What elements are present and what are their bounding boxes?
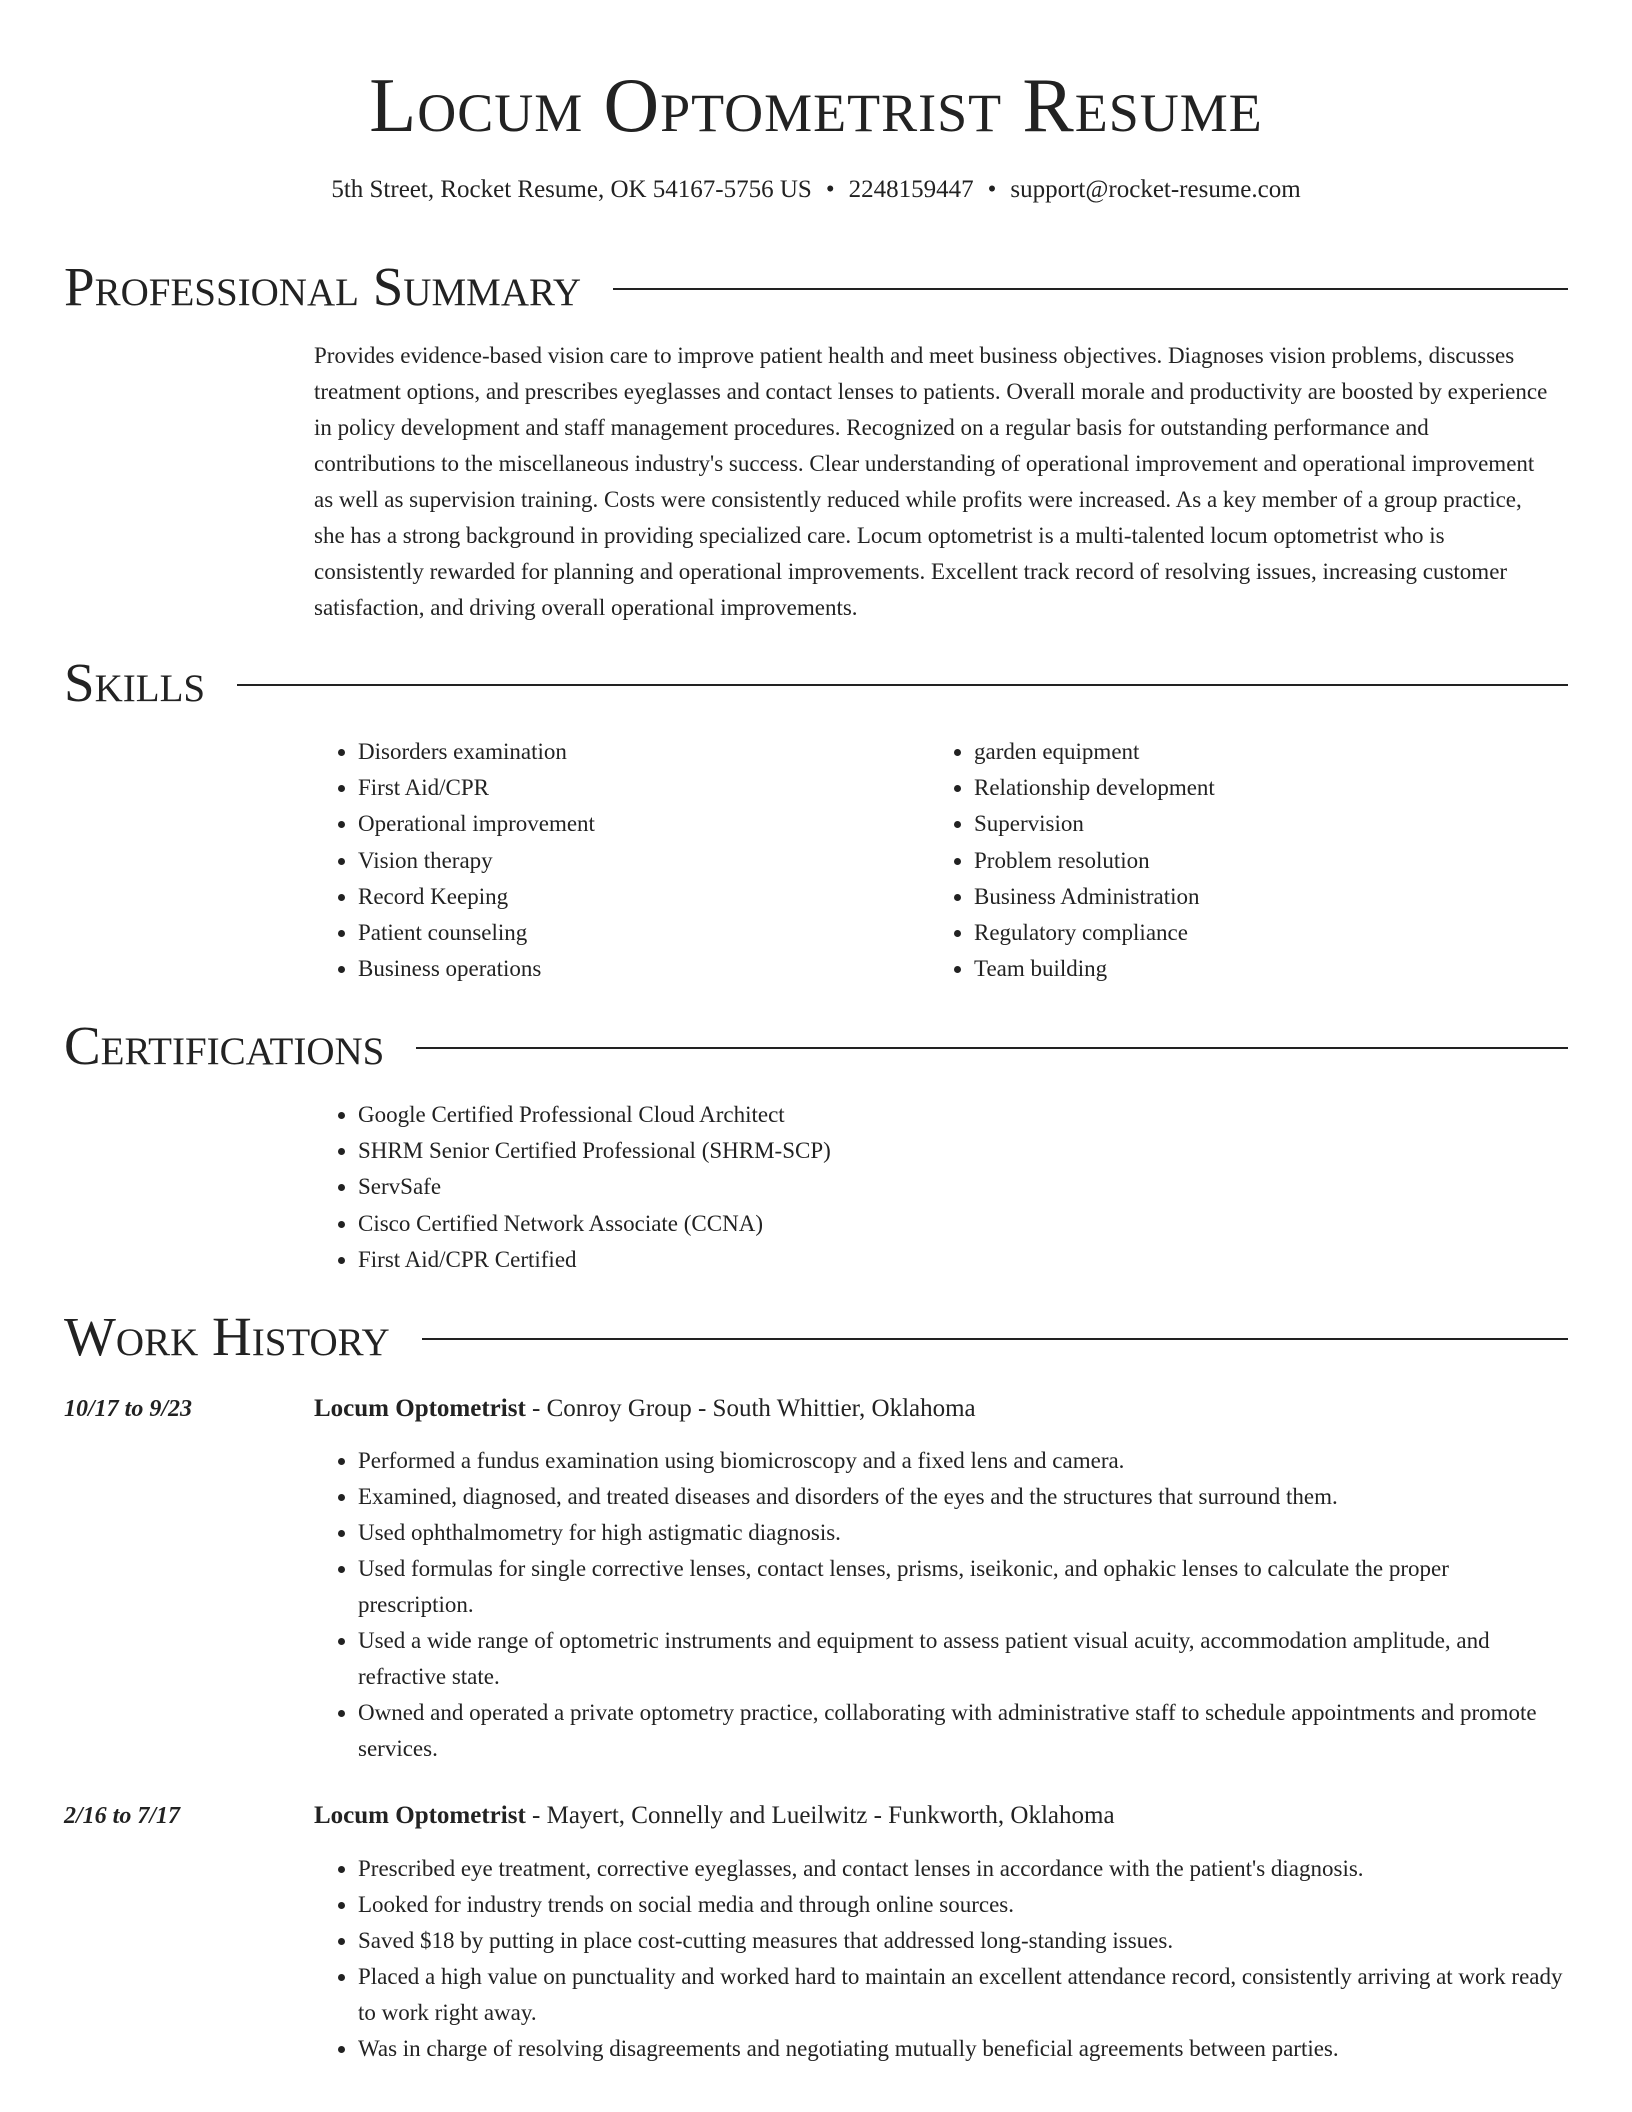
contact-phone: 2248159447 (848, 176, 974, 203)
job-bullets (314, 1851, 1568, 2067)
contact-email: support@rocket-resume.com (1010, 176, 1301, 203)
certification-item: • ServSafe (358, 1169, 831, 1205)
section-divider (422, 1338, 1568, 1340)
job-duty: • Owned and operated a private optometry practice, collaborating with administrative staff to schedule appointments and promote services. (358, 1695, 1568, 1767)
job-employer-location: - Conroy Group - South Whittier, Oklahoma (525, 1395, 976, 1422)
section-divider (613, 288, 1568, 290)
job-heading (314, 1800, 1115, 1832)
section-divider (237, 684, 1568, 686)
skill-item: • First Aid/CPR (358, 770, 595, 806)
certification-item: • Google Certified Professional Cloud Architect (358, 1097, 831, 1133)
contact-line (0, 174, 1632, 206)
section-title-skills: Skills (64, 652, 206, 713)
job-duty: • Used ophthalmometry for high astigmatic diagnosis. (358, 1515, 1568, 1551)
section-header-certifications (64, 1013, 1568, 1079)
skill-item: • garden equipment (974, 734, 1215, 770)
skill-item: • Vision therapy (358, 843, 595, 879)
job-employer-location: - Mayert, Connelly and Lueilwitz - Funkworth, Oklahoma (525, 1802, 1115, 1829)
job-bullets (314, 1443, 1568, 1767)
skill-item: • Business Administration (974, 879, 1215, 915)
certifications-list (314, 1097, 831, 1278)
section-header-work-history (64, 1304, 1568, 1370)
skill-item: • Team building (974, 951, 1215, 987)
job-duty: • Was in charge of resolving disagreements and negotiating mutually beneficial agreements between parties. (358, 2031, 1568, 2067)
section-title-summary: Professional Summary (64, 256, 582, 317)
skill-item: • Relationship development (974, 770, 1215, 806)
section-title-certifications: Certifications (64, 1015, 385, 1076)
job-dates: 10/17 to 9/23 (64, 1396, 193, 1422)
skill-item: • Business operations (358, 951, 595, 987)
skills-list-right (930, 734, 1215, 987)
section-title-work-history: Work History (64, 1306, 390, 1367)
skill-item: • Supervision (974, 806, 1215, 842)
section-divider (416, 1047, 1568, 1049)
skill-item: • Patient counseling (358, 915, 595, 951)
contact-separator: • (987, 176, 997, 203)
section-header-summary (64, 254, 1568, 320)
certification-item: • First Aid/CPR Certified (358, 1242, 831, 1278)
summary-text: Provides evidence-based vision care to improve patient health and meet business objectives. Diagnoses vision problems, discusses treatment options, and prescribes eyeglasses and contact lenses to patients. Overall morale and productivity are boosted by experience in policy development and staff management procedures. Recognized on a regular basis for outstanding performance and contributions to the miscellaneous industry's success. Clear understanding of operational improvement and operational improvement as well as supervision training. Costs were consistently reduced while profits were increased. As a key member of a group practice, she has a strong background in providing specialized care. Locum optometrist is a multi-talented locum optometrist who is consistently rewarded for planning and operational improvements. Excellent track record of resolving issues, increasing customer satisfaction, and driving overall operational improvements. (314, 343, 1548, 620)
job-duty: • Saved $18 by putting in place cost-cutting measures that addressed long-standing issues. (358, 1923, 1568, 1959)
section-header-skills (64, 650, 1568, 716)
skill-item: • Record Keeping (358, 879, 595, 915)
job-role: Locum Optometrist (314, 1395, 526, 1422)
certification-item: • SHRM Senior Certified Professional (SHRM-SCP) (358, 1133, 831, 1169)
certification-item: • Cisco Certified Network Associate (CCNA) (358, 1206, 831, 1242)
job-heading (314, 1393, 976, 1425)
job-duty: • Prescribed eye treatment, corrective eyeglasses, and contact lenses in accordance with the patient's diagnosis. (358, 1851, 1568, 1887)
job-duty: • Used formulas for single corrective lenses, contact lenses, prisms, iseikonic, and ophakic lenses to calculate the proper prescription. (358, 1551, 1568, 1623)
job-duty: • Performed a fundus examination using biomicroscopy and a fixed lens and camera. (358, 1443, 1568, 1479)
job-dates: 2/16 to 7/17 (64, 1803, 181, 1829)
job-role: Locum Optometrist (314, 1802, 526, 1829)
contact-separator: • (825, 176, 835, 203)
contact-address: 5th Street, Rocket Resume, OK 54167-5756 US (331, 176, 812, 203)
job-duties-list (314, 1851, 1568, 2067)
skill-item: • Regulatory compliance (974, 915, 1215, 951)
job-duties-list (314, 1443, 1568, 1767)
skill-item: • Disorders examination (358, 734, 595, 770)
skills-list-left (314, 734, 595, 987)
job-duty: • Examined, diagnosed, and treated diseases and disorders of the eyes and the structures that surround them. (358, 1479, 1568, 1515)
job-duty: • Placed a high value on punctuality and worked hard to maintain an excellent attendance record, consistently arriving at work ready to work right away. (358, 1959, 1568, 2031)
skill-item: • Problem resolution (974, 843, 1215, 879)
job-duty: • Looked for industry trends on social media and through online sources. (358, 1887, 1568, 1923)
certifications-bullets (314, 1097, 831, 1278)
job-duty: • Used a wide range of optometric instruments and equipment to assess patient visual acuity, accommodation amplitude, and refractive state. (358, 1623, 1568, 1695)
skill-item: • Operational improvement (358, 806, 595, 842)
skills-column-right (930, 734, 1215, 987)
skills-column-left (314, 734, 595, 987)
resume-title: Locum Optometrist Resume (369, 62, 1263, 148)
